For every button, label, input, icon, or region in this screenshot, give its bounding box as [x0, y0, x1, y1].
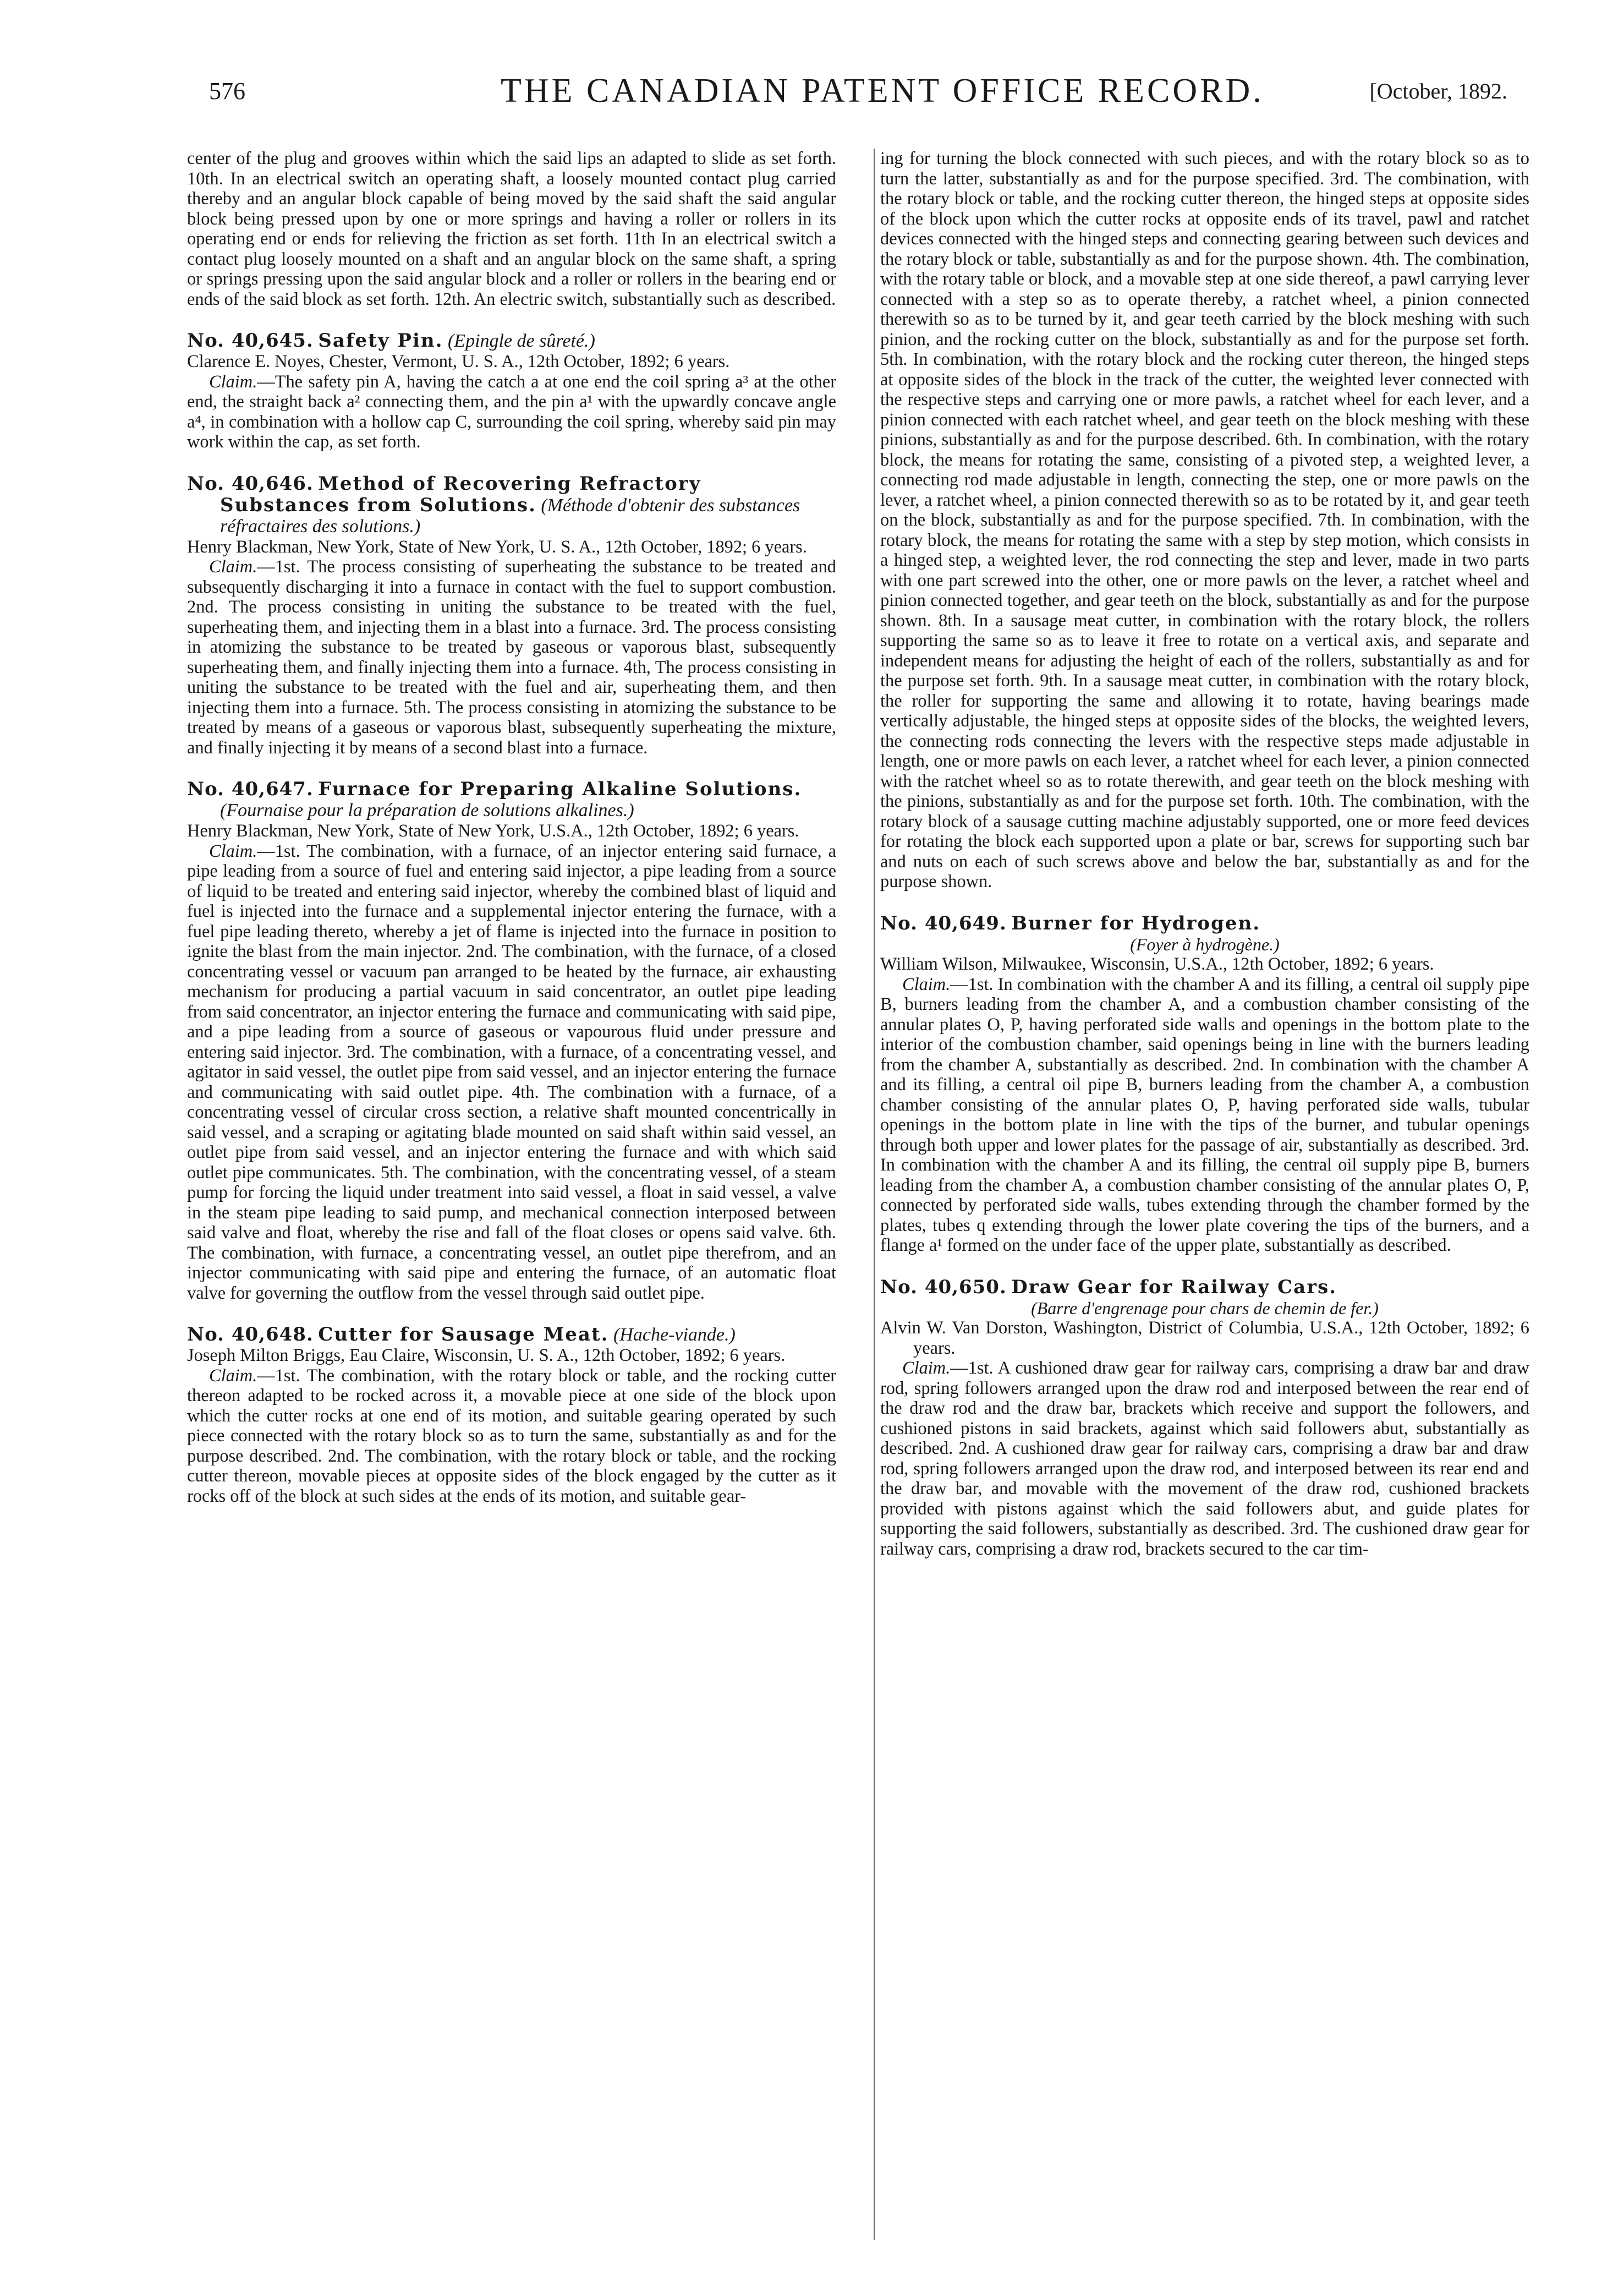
patent-claim	[187, 841, 836, 1304]
patent-number: No. 40,649.	[880, 912, 1007, 934]
patent-heading	[187, 1324, 836, 1345]
running-title: THE CANADIAN PATENT OFFICE RECORD.	[501, 72, 1264, 110]
claim-label: Claim.	[209, 1365, 257, 1386]
claim-label: Claim.	[902, 974, 951, 994]
patent-french-title: (Fournaise pour la préparation de solutions alkalines.)	[220, 800, 634, 821]
patent-entry	[187, 330, 836, 452]
patent-entry	[187, 779, 836, 1303]
patent-title: Furnace for Preparing Alkaline Solutions.	[318, 778, 802, 800]
patent-inventor: Henry Blackman, New York, State of New York, U.S.A., 12th October, 1892; 6 years.	[187, 821, 799, 841]
patent-title: Safety Pin.	[318, 330, 443, 352]
patent-entry	[880, 913, 1529, 1256]
patent-title: Method of Recovering Refractory Substances from Solutions.	[220, 472, 701, 516]
patent-title: Cutter for Sausage Meat.	[318, 1323, 609, 1345]
patent-french-title: (Méthode d'obtenir des substances réfractaires des solutions.)	[220, 495, 800, 537]
patent-inventor: Joseph Milton Briggs, Eau Claire, Wisconsin, U. S. A., 12th October, 1892; 6 years.	[187, 1345, 786, 1365]
patent-title: Draw Gear for Railway Cars.	[1011, 1276, 1337, 1298]
claim-label: Claim.	[902, 1358, 951, 1378]
claim-label: Claim.	[209, 371, 257, 392]
patent-claim	[880, 975, 1529, 1256]
left-column	[187, 149, 836, 2251]
patent-inventor: William Wilson, Milwaukee, Wisconsin, U.S.A., 12th October, 1892; 6 years.	[880, 954, 1434, 974]
patent-heading	[187, 779, 836, 821]
patent-heading	[187, 473, 836, 537]
claim-text: —1st. In combination with the chamber A and its filling, a central oil supply pipe B, burners leading from the chamber A, and a combustion chamber consisting of the annular plates O, P, having perforated side walls and openings in the bottom plate to the interior of the combustion chamber, said openings being in line with the burners leading from the chamber A, substantially as described. 2nd. In combination with the chamber A and its filling, a central oil pipe B, burners leading from the chamber A, a combustion chamber consisting of the annular plates O, P, having perforated side walls, tubular openings in the bottom plate in line with the tips of the burner, and tubular openings through both upper and lower plates for the passage of air, substantially as described. 3rd. In combination with the chamber A and its filling, the central oil supply pipe B, burners leading from the chamber A, a combustion chamber consisting of the annular plates O, P, connected by perforated side walls, tubes extending through the chamber formed by the plates, tubes q extending through the lower plate covering the tips of the burners, and a flange a¹ formed on the under face of the upper plate, substantially as described.	[880, 974, 1529, 1255]
claim-text: —1st. The process consisting of superheating the substance to be treated and subsequently discharging it into a furnace in contact with the fuel to support combustion. 2nd. The process consisting in uniting the substance to be treated with the fuel, superheating them, and injecting them in a blast into a furnace. 3rd. The process consisting in atomizing the substance to be treated by gaseous or vaporous blast, subsequently superheating them, and finally injecting them into a furnace. 4th, The process consisting in uniting the substance to be treated with the fuel and air, superheating them, and then injecting them into a furnace. 5th. The process consisting in atomizing the substance to be treated by means of a gaseous or vaporous blast, subsequently superheating the mixture, and finally injecting it by means of a second blast into a furnace.	[187, 557, 836, 758]
patent-inventor: Clarence E. Noyes, Chester, Vermont, U. S. A., 12th October, 1892; 6 years.	[187, 352, 730, 371]
patent-heading	[880, 1277, 1529, 1298]
patent-french-title: (Foyer à hydrogène.)	[1130, 934, 1280, 954]
claim-text: —The safety pin A, having the catch a at one end the coil spring a³ at the other end, the straight back a² connecting them, and the pin a¹ with the upwardly concave angle a⁴, in combination with a hollow cap C, surrounding the coil spring, whereby said pin may work within the cap, as set forth.	[187, 371, 836, 452]
claim-text: —1st. A cushioned draw gear for railway cars, comprising a draw bar and draw rod, spring followers arranged upon the draw rod and interposed between the rear end of the draw rod and the draw bar, brackets which receive and support the followers, and cushioned pistons in said brackets, against which said followers abut, substantially as described. 2nd. A cushioned draw gear for railway cars, comprising a draw bar and draw rod, spring followers arranged upon the draw rod, and interposed between its rear end and the draw bar, and movable with the movement of the draw rod, cushioned brackets provided with pistons against which the said followers abut, and guide plates for supporting the said followers, substantially as described. 3rd. The cushioned draw gear for railway cars, comprising a draw rod, brackets secured to the car tim-	[880, 1358, 1529, 1559]
patent-number: No. 40,645.	[187, 330, 314, 352]
patent-claim	[880, 1358, 1529, 1559]
patent-french-title: (Hache-viande.)	[613, 1325, 736, 1345]
patent-entry	[880, 1277, 1529, 1560]
column-divider	[874, 149, 875, 2240]
claim-label: Claim.	[209, 841, 257, 861]
patent-french-title: (Epingle de sûreté.)	[447, 331, 595, 351]
patent-number: No. 40,650.	[880, 1276, 1007, 1298]
continued-claim-text: ing for turning the block connected with such pieces, and with the rotary block so as to turn the latter, substantially as and for the purpose specified. 3rd. The combination, with the rotary block or table, and the rocking cutter thereon, the hinged steps at opposite sides of the block upon which the cutter rocks at opposite ends of its travel, pawl and ratchet devices connected with the hinged steps and connecting gearing between such devices and the rotary block or table, substantially as and for the purpose shown. 4th. The combination, with the rotary table or block, and a movable step at one side thereof, a pawl carrying lever connected with a step so as to operate thereby, a ratchet wheel, a pinion connected therewith so as to be turned by it, and gear teeth carried by the block meshing with such pinion, and the rocking cutter on the block, substantially as and for the purpose set forth. 5th. In combination, with the rotary block and the rocking cuter thereon, the hinged steps at opposite sides of the block in the track of the cutter, the weighted lever connected with the respective steps and carrying one or more pawls, a ratchet wheel for each lever, and a pinion connected with each ratchet wheel, and gear teeth on the block meshing with these pinions, substantially as and for the purpose described. 6th. In combination, with the rotary block, the means for rotating the same, consisting of a pivoted step, a weighted lever, a connecting rod made adjustable in length, connecting the step, one or more pawls on the lever, a ratchet wheel, a pinion connected therewith so as to be rotated by it, and gear teeth on the block, substantially as and for the purpose specified. 7th. In combination, with the rotary block, the means for rotating the same with a step by step motion, which consists in a hinged step, a weighted lever, the rod connecting the step and lever, made in two parts with one part screwed into the other, one or more pawls on the lever, a ratchet wheel and pinion connected together, and gear teeth on the block, substantially as and for the purpose shown. 8th. In a sausage meat cutter, in combination with the rotary block, the rollers supporting the same so as to leave it free to rotate on a vertical axis, and separate and independent means for adjusting the height of each of the rollers, substantially as and for the purpose set forth. 9th. In a sausage meat cutter, in combination with the rotary block, the roller for supporting the same and allowing it to rotate, having bearings made vertically adjustable, the hinged steps at opposite sides of the blocks, the weighted levers, the connecting rods connecting the levers with the respective steps made adjustable in length, one or more pawls on each lever, a ratchet wheel for each lever, a pinion connected with the ratchet wheel so as to rotate therewith, and gear teeth on the block meshing with the pinions, substantially as and for the purpose set forth. 10th. The combination, with the rotary block of a sausage cutting machine adjustably supported, one or more feed devices for rotating the block each supported upon a plate or bar, screws for supporting such bar and nuts on each of such screws above and below the bar, substantially as and for the purpose shown.	[880, 149, 1529, 891]
right-column	[880, 149, 1529, 2251]
issue-date: [October, 1892.	[1369, 79, 1507, 103]
patent-claim	[187, 1366, 836, 1507]
patent-number: No. 40,648.	[187, 1323, 314, 1345]
patent-french-title: (Barre d'engrenage pour chars de chemin de fer.)	[1031, 1298, 1379, 1318]
claim-text: —1st. The combination, with the rotary block or table, and the rocking cutter thereon adapted to be rocked across it, a movable piece at one side of the block upon which the cutter rocks at one end of its motion, and suitable gearing operated by such piece connected with the rotary block so as to turn the same, substantially as and for the purpose described. 2nd. The combination, with the rotary block or table, and the rocking cutter thereon, movable pieces at opposite sides of the block engaged by the cutter as it rocks off of the block at such sides at the ends of its motion, and suitable gear-	[187, 1365, 836, 1506]
patent-number: No. 40,646.	[187, 472, 314, 495]
patent-inventor: Alvin W. Van Dorston, Washington, District of Columbia, U.S.A., 12th October, 1892; 6 years.	[880, 1318, 1529, 1358]
patent-entry	[187, 473, 836, 758]
claim-text: —1st. The combination, with a furnace, of an injector entering said furnace, a pipe leading from a source of fuel and entering said injector, a pipe leading from a source of liquid to be treated and entering said injector, whereby the combined blast of liquid and fuel is injected into the furnace and a supplemental injector entering the furnace, with a fuel pipe leading thereto, whereby a jet of flame is injected into the furnace in position to ignite the blast from the main injector. 2nd. The combination, with the furnace, of a closed concentrating vessel or vacuum pan arranged to be heated by the furnace, air exhausting mechanism for producing a partial vacuum in said concentrator, an outlet pipe leading from said concentrator, an injector entering the furnace and communicating with said pipe, and a pipe leading from a source of gaseous or vapourous fluid under pressure and entering said injector. 3rd. The combination, with a furnace, of a concentrating vessel, and agitator in said vessel, the outlet pipe from said vessel, and an injector entering the furnace and communicating with said outlet pipe. 4th. The combination with a furnace, of a concentrating vessel of circular cross section, a relative shaft mounted concentrically in said vessel, and a scraping or agitating blade mounted on said shaft within said vessel, an outlet pipe from said vessel, and an injector entering the furnace and with which said outlet pipe communicates. 5th. The combination, with the concentrating vessel, of a steam pump for forcing the liquid under treatment into said vessel, a float in said vessel, a valve in the steam pipe leading to said pump, and mechanical connection interposed between said valve and float, whereby the rise and fall of the float closes or opens said valve. 6th. The combination, with furnace, a concentrating vessel, an outlet pipe therefrom, and an injector communicating with said pipe and entering the furnace, of an automatic float valve for governing the outflow from the vessel through said outlet pipe.	[187, 841, 836, 1303]
patent-claim	[187, 372, 836, 452]
claim-label: Claim.	[209, 557, 257, 577]
continued-claim-text: center of the plug and grooves within which the said lips an adapted to slide as set forth. 10th. In an electrical switch an operating shaft, a loosely mounted contact plug carried thereby and an angular block capable of being moved by the said shaft the said angular block being pressed upon by one or more springs and having a roller or rollers in its operating end or ends for relieving the friction as set forth. 11th In an electrical switch a contact plug loosely mounted on a shaft and an angular block on the same shaft, a spring or springs pressing upon the said angular block and a roller or rollers in the bearing end or ends of the said block as set forth. 12th. An electric switch, substantially such as described.	[187, 149, 836, 309]
patent-heading	[880, 913, 1529, 934]
patent-heading	[187, 330, 836, 352]
page-header	[187, 72, 1507, 116]
patent-title: Burner for Hydrogen.	[1011, 912, 1261, 934]
patent-inventor: Henry Blackman, New York, State of New York, U. S. A., 12th October, 1892; 6 years.	[187, 537, 807, 557]
page-number: 576	[209, 78, 245, 105]
patent-entry	[187, 1324, 836, 1506]
patent-number: No. 40,647.	[187, 778, 314, 800]
patent-claim	[187, 557, 836, 758]
